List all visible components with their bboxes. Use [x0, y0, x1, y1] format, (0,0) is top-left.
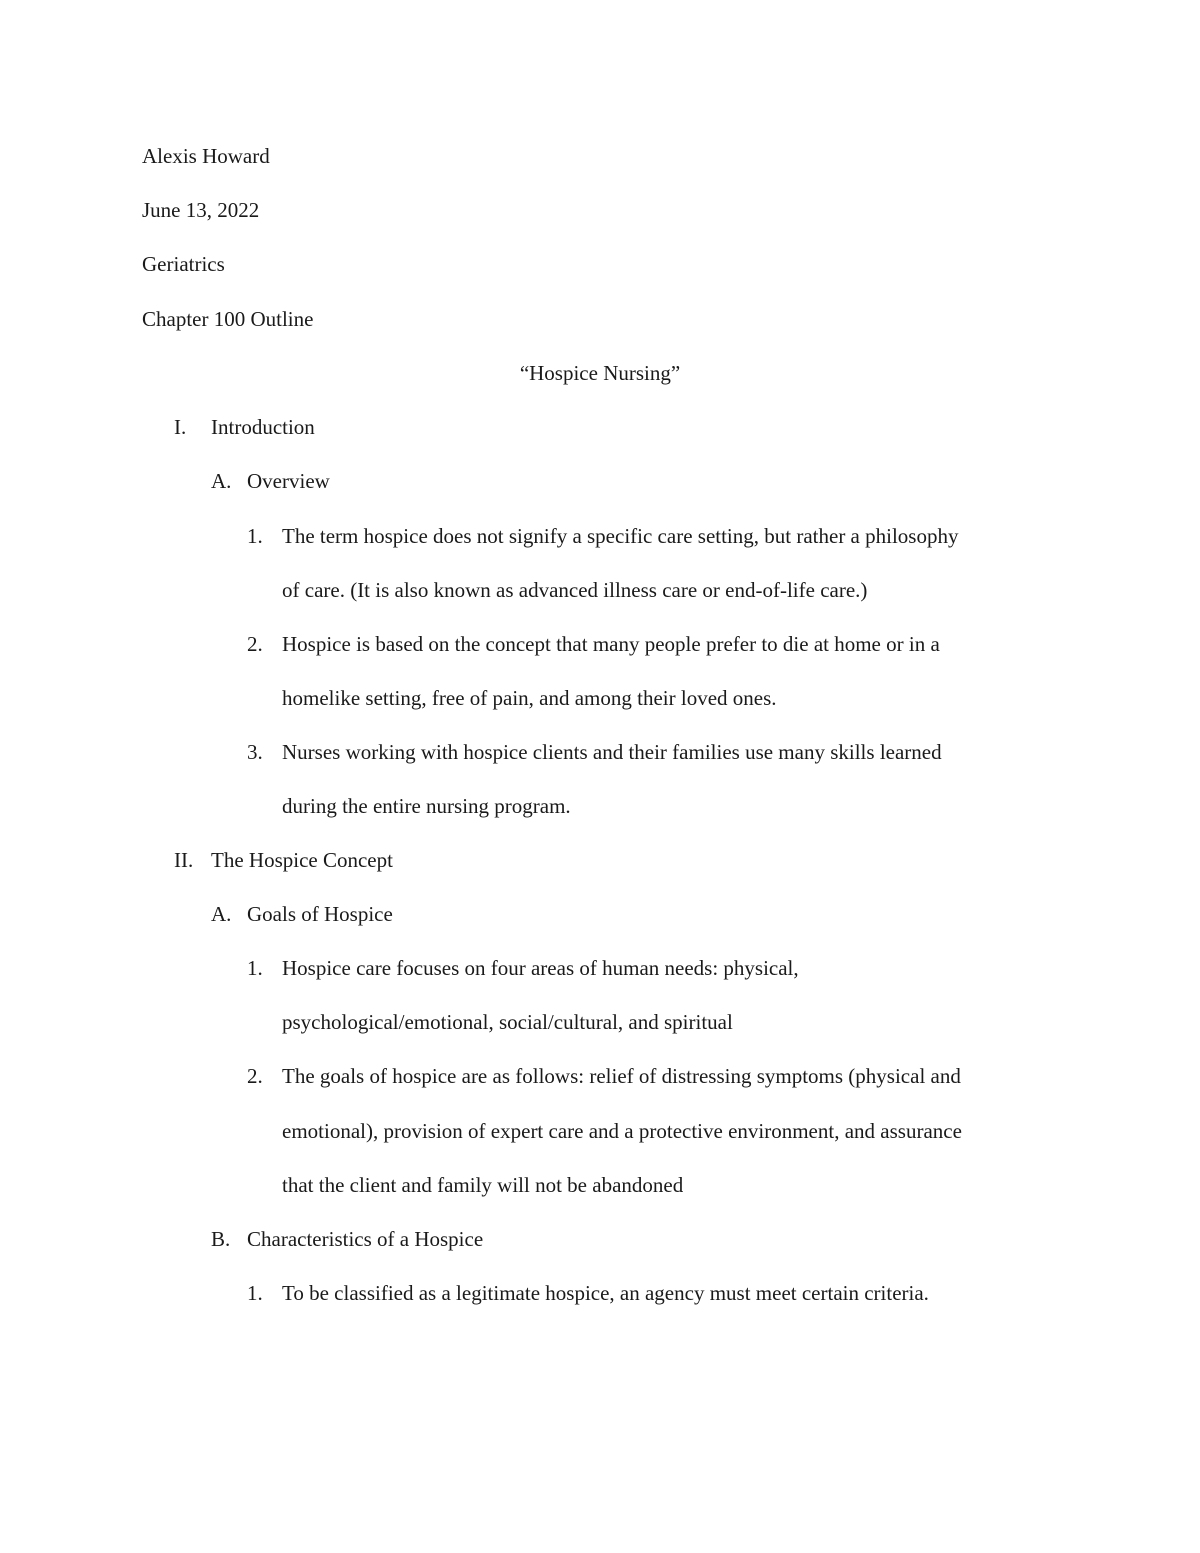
- item-text-line: that the client and family will not be abandoned: [282, 1173, 684, 1197]
- document-date: June 13, 2022: [142, 198, 260, 222]
- item-text-line: psychological/emotional, social/cultural, and spiritual: [282, 1010, 733, 1034]
- subsection-heading: Characteristics of a Hospice: [247, 1227, 484, 1251]
- item-text-line: homelike setting, free of pain, and among their loved ones.: [282, 686, 777, 710]
- item-number: 2.: [247, 632, 263, 656]
- section-heading: Introduction: [211, 415, 315, 439]
- section-heading: The Hospice Concept: [211, 848, 393, 872]
- item-text-line: The term hospice does not signify a specific care setting, but rather a philosophy: [282, 524, 959, 548]
- item-text-line: Hospice is based on the concept that many people prefer to die at home or in a: [282, 632, 940, 656]
- subsection-letter: B.: [211, 1227, 231, 1251]
- item-text-line: during the entire nursing program.: [282, 794, 571, 818]
- document-title: “Hospice Nursing”: [519, 361, 681, 385]
- subsection-letter: A.: [211, 469, 232, 493]
- item-number: 1.: [247, 524, 263, 548]
- subsection-heading: Overview: [247, 469, 330, 493]
- assignment-title: Chapter 100 Outline: [142, 307, 314, 331]
- item-text-line: Nurses working with hospice clients and their families use many skills learned: [282, 740, 942, 764]
- item-number: 3.: [247, 740, 263, 764]
- item-text-line: The goals of hospice are as follows: relief of distressing symptoms (physical and: [282, 1064, 961, 1088]
- item-number: 1.: [247, 1281, 263, 1305]
- item-number: 1.: [247, 956, 263, 980]
- author-name: Alexis Howard: [142, 144, 270, 168]
- item-text-line: Hospice care focuses on four areas of human needs: physical,: [282, 956, 799, 980]
- section-numeral: II.: [174, 848, 194, 872]
- subsection-letter: A.: [211, 902, 232, 926]
- item-number: 2.: [247, 1064, 263, 1088]
- course-name: Geriatrics: [142, 252, 225, 276]
- item-text-line: emotional), provision of expert care and a protective environment, and assurance: [282, 1119, 962, 1143]
- section-numeral: I.: [174, 415, 187, 439]
- item-text-line: To be classified as a legitimate hospice, an agency must meet certain criteria.: [282, 1281, 929, 1305]
- subsection-heading: Goals of Hospice: [247, 902, 393, 926]
- item-text-line: of care. (It is also known as advanced illness care or end-of-life care.): [282, 578, 868, 602]
